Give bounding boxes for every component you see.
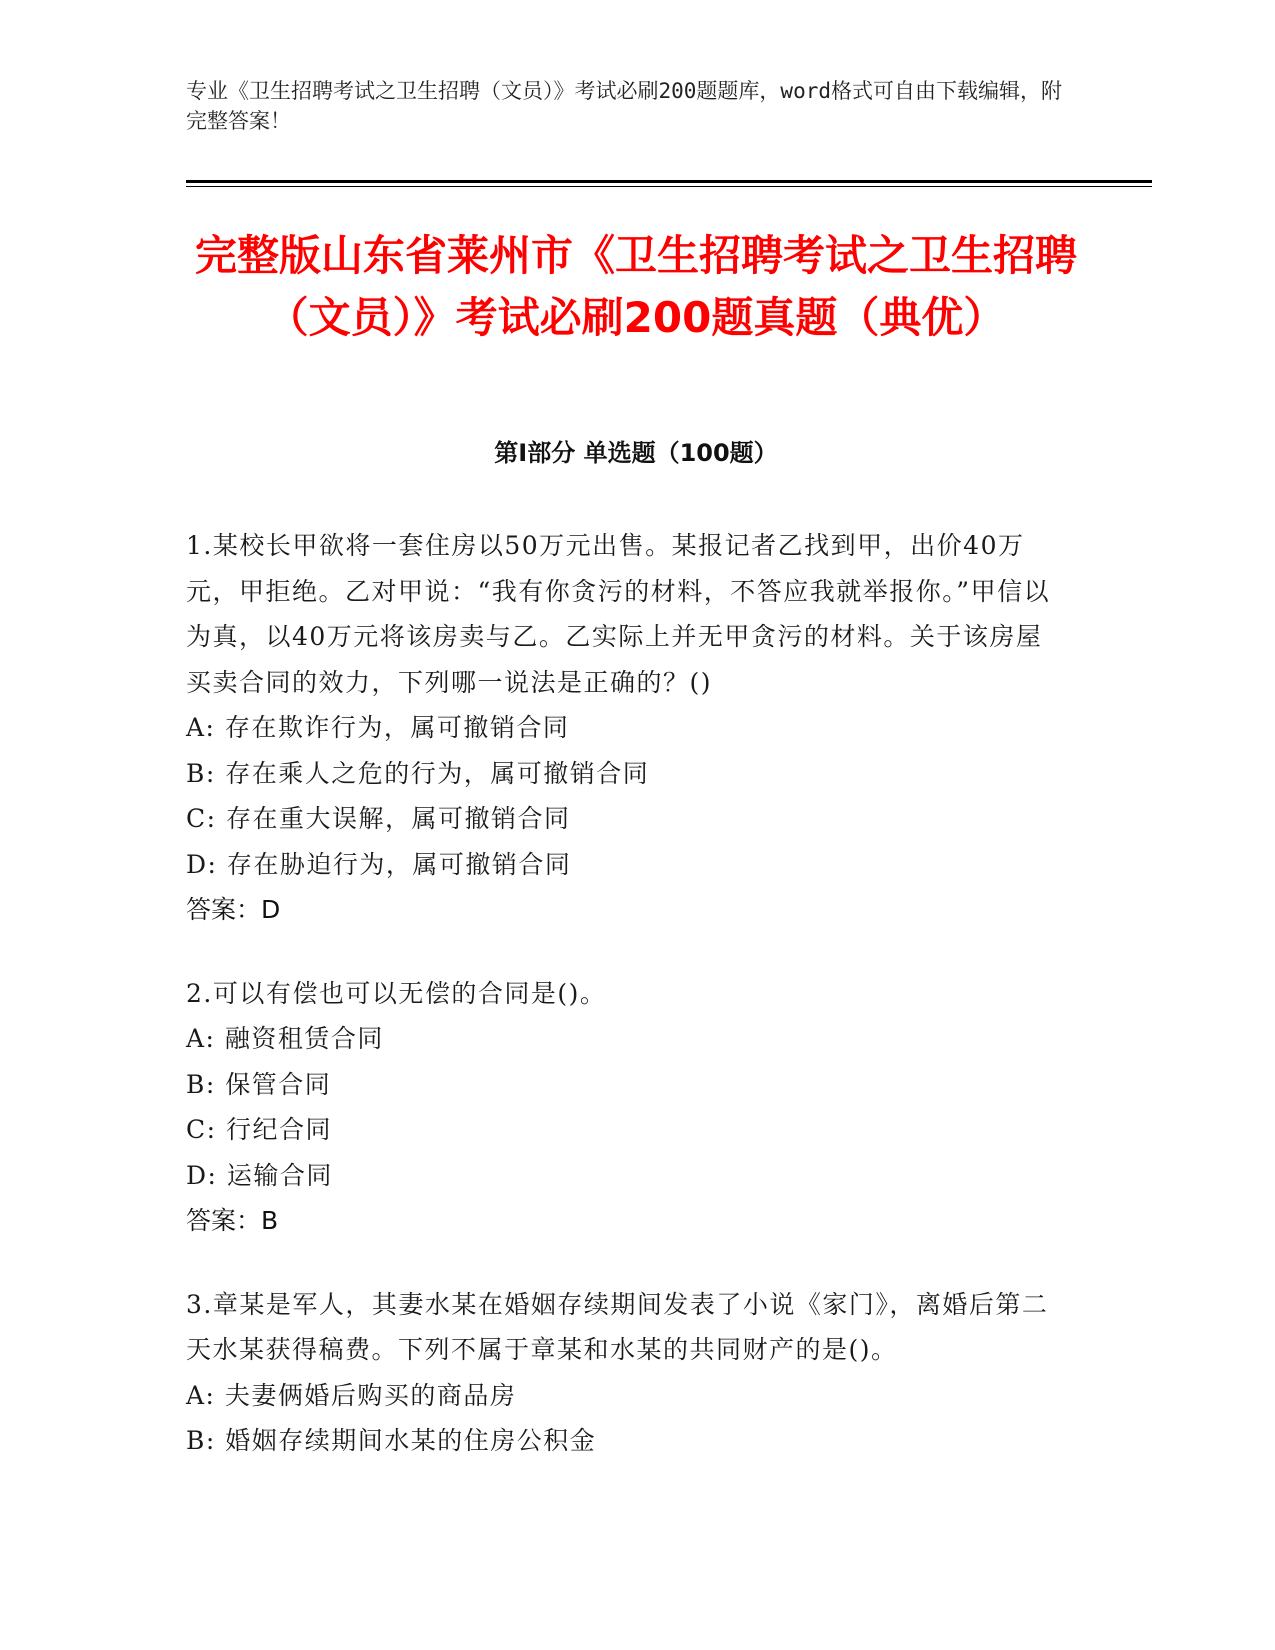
option-d: D: 运输合同 xyxy=(186,1160,333,1190)
option-c: C: 行纪合同 xyxy=(186,1115,332,1144)
header-note: 专业《卫生招聘考试之卫生招聘（文员）》考试必刷200题题库，word格式可自由下载编辑，附完整答案！ xyxy=(186,79,1062,133)
section-heading: 第I部分 单选题（100题） xyxy=(494,439,778,467)
question-text: 1.某校长甲欲将一套住房以50万元出售。某报记者乙找到甲，出价40万元，甲拒绝。乙对甲说：“我有你贪污的材料，不答应我就举报你。”甲信以为真，以40万元将该房卖与乙。乙实际上并无甲贪污的材料。关于该房屋买卖合同的效力，下列哪一说法是正确的？() xyxy=(186,531,1051,697)
answer: 答案：D xyxy=(186,895,281,924)
question-list xyxy=(186,523,1066,1502)
header-divider-thick xyxy=(186,180,1152,183)
option-d: D: 存在胁迫行为，属可撤销合同 xyxy=(186,849,572,879)
question-text: 3.章某是军人，其妻水某在婚姻存续期间发表了小说《家门》，离婚后第二天水某获得稿费。下列不属于章某和水某的共同财产的是()。 xyxy=(186,1289,1049,1364)
question-item xyxy=(186,1282,1066,1464)
option-b: B: 婚姻存续期间水某的住房公积金 xyxy=(186,1426,597,1455)
option-a: A: 存在欺诈行为，属可撤销合同 xyxy=(186,713,570,742)
document-title: 完整版山东省莱州市《卫生招聘考试之卫生招聘（文员）》考试必刷200题真题（典优） xyxy=(194,231,1077,342)
question-item xyxy=(186,971,1066,1244)
question-text: 2.可以有偿也可以无偿的合同是()。 xyxy=(186,978,607,1008)
option-b: B: 保管合同 xyxy=(186,1069,332,1099)
option-a: A: 夫妻俩婚后购买的商品房 xyxy=(186,1380,517,1410)
answer: 答案：B xyxy=(186,1206,279,1235)
option-b: B: 存在乘人之危的行为，属可撤销合同 xyxy=(186,758,650,788)
option-c: C: 存在重大误解，属可撤销合同 xyxy=(186,804,571,833)
option-a: A: 融资租赁合同 xyxy=(186,1024,384,1053)
header-divider-thin xyxy=(186,186,1152,187)
question-item xyxy=(186,523,1066,933)
